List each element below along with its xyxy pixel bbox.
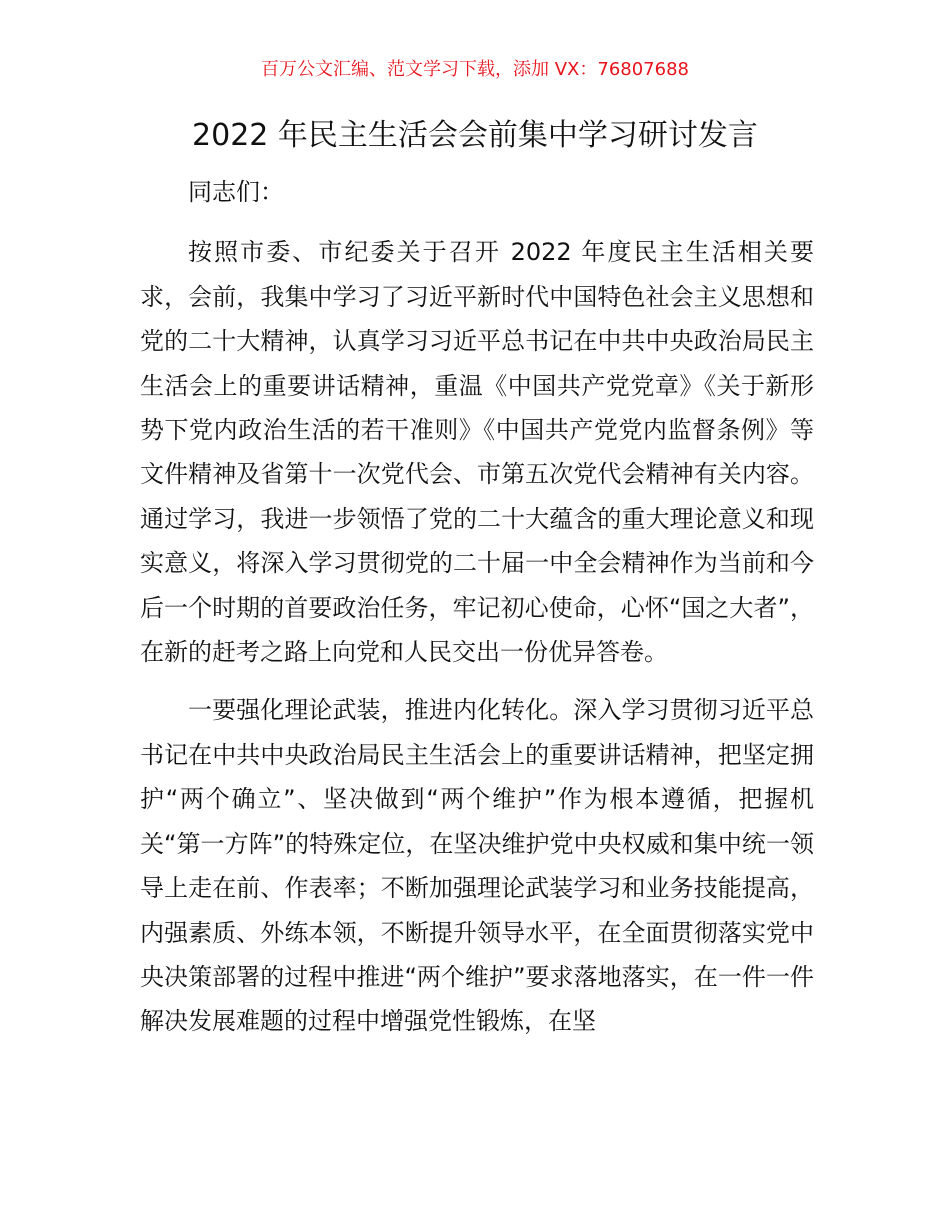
document-title: 2022 年民主生活会会前集中学习研讨发言 <box>192 118 758 153</box>
document-body <box>140 170 814 1044</box>
watermark-header: 百万公文汇编、范文学习下载，添加 VX：76807688 <box>261 59 689 80</box>
paragraph-intro: 按照市委、市纪委关于召开 2022 年度民主生活相关要求，会前，我集中学习了习近平新时代中国特色社会主义思想和党的二十大精神，认真学习习近平总书记在中共中央政治局民主生活会上的重要讲话精神，重温《中国共产党党章》《关于新形势下党内政治生活的若干准则》《中国共产党党内监督条例》等文件精神及省第十一次党代会、市第五次党代会精神有关内容。通过学习，我进一步领悟了党的二十大蕴含的重大理论意义和现实意义，将深入学习贯彻党的二十届一中全会精神作为当前和今后一个时期的首要政治任务，牢记初心使命，心怀“国之大者”，在新的赶考之路上向党和人民交出一份优异答卷。 <box>140 238 814 667</box>
greeting: 同志们： <box>188 178 284 206</box>
paragraph-first-point: 一要强化理论武装，推进内化转化。深入学习贯彻习近平总书记在中共中央政治局民主生活会上的重要讲话精神，把坚定拥护“两个确立”、坚决做到“两个维护”作为根本遵循，把握机关“第一方阵”的特殊定位，在坚决维护党中央权威和集中统一领导上走在前、作表率；不断加强理论武装学习和业务技能提高，内强素质、外练本领，不断提升领导水平，在全面贯彻落实党中央决策部署的过程中推进“两个维护”要求落地落实，在一件一件解决发展难题的过程中增强党性锻炼，在坚 <box>140 696 814 1036</box>
